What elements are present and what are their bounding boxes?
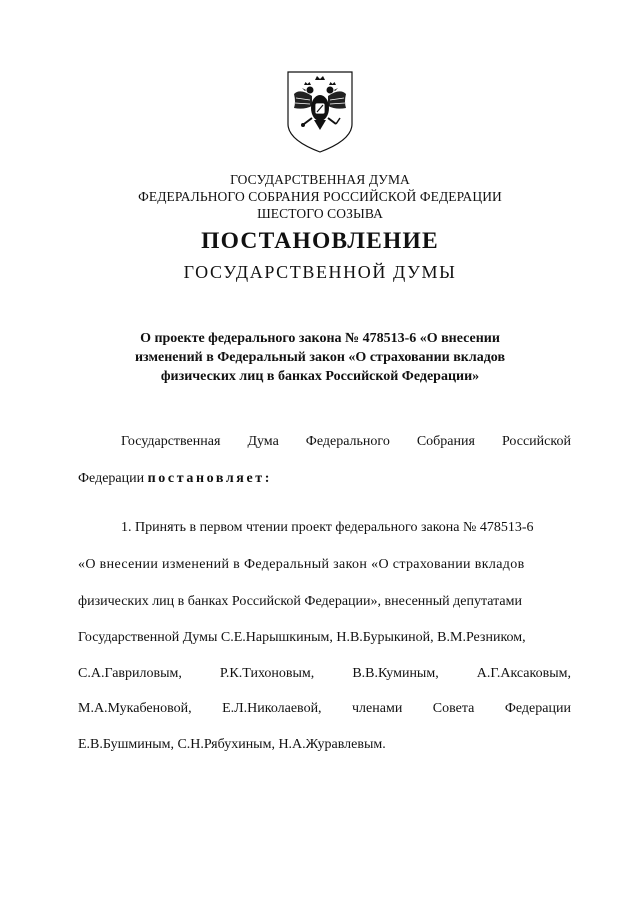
preamble-word: Государственная [121, 434, 221, 449]
deputy-name: Е.Л.Николаевой, [222, 701, 322, 716]
document-subtitle: ГОСУДАРСТВЕННОЙ ДУМЫ [183, 262, 457, 282]
header-line-2: ФЕДЕРАЛЬНОГО СОБРАНИЯ РОССИЙСКОЙ ФЕДЕРАЦИИ [138, 189, 502, 204]
item1-line-7: Е.В.Бушминым, С.Н.Рябухиным, Н.А.Журавлевым. [78, 737, 386, 752]
item1-line-4: Государственной Думы С.Е.Нарышкиным, Н.В.Бурыкиной, В.М.Резником, [78, 630, 526, 645]
preamble-verb: постановляет: [147, 471, 273, 486]
item1-line-2: «О внесении изменений в Федеральный закон «О страховании вкладов [78, 557, 525, 572]
coat-of-arms-emblem [282, 68, 358, 156]
resolution-subject [0, 329, 640, 386]
text-word: членами [352, 701, 403, 716]
preamble-line-2 [78, 471, 272, 487]
item1-line-5 [78, 666, 571, 682]
deputy-name: М.А.Мукабеновой, [78, 701, 192, 716]
subject-line-2: изменений в Федеральный закон «О страховании вкладов [134, 350, 506, 365]
preamble-word: Дума [247, 434, 279, 449]
document-title: ПОСТАНОВЛЕНИЕ [201, 228, 439, 254]
deputy-name: С.А.Гавриловым, [78, 666, 182, 681]
deputy-name: А.Г.Аксаковым, [476, 666, 571, 681]
text-word: Совета [432, 701, 475, 716]
preamble-federation: Федерации [78, 471, 145, 486]
subject-line-1: О проекте федерального закона № 478513-6 «О внесении [140, 331, 500, 346]
item1-line-3: физических лиц в банках Российской Федерации», внесенный депутатами [78, 594, 522, 609]
deputy-name: Р.К.Тихоновым, [219, 666, 315, 681]
double-headed-eagle-icon [282, 68, 358, 156]
issuing-authority [0, 171, 640, 222]
subject-line-3: физических лиц в банках Российской Федерации» [160, 369, 480, 384]
preamble-line-1 [121, 434, 571, 450]
preamble-word: Российской [501, 434, 571, 449]
item1-line-6 [78, 701, 571, 717]
header-line-3: ШЕСТОГО СОЗЫВА [257, 206, 383, 221]
preamble-word: Собрания [416, 434, 475, 449]
preamble-word: Федерального [305, 434, 390, 449]
deputy-name: В.В.Куминым, [352, 666, 439, 681]
item1-line-1: 1. Принять в первом чтении проект федерального закона № 478513-6 [121, 520, 534, 535]
text-word: Федерации [504, 701, 571, 716]
header-line-1: ГОСУДАРСТВЕННАЯ ДУМА [230, 172, 410, 187]
